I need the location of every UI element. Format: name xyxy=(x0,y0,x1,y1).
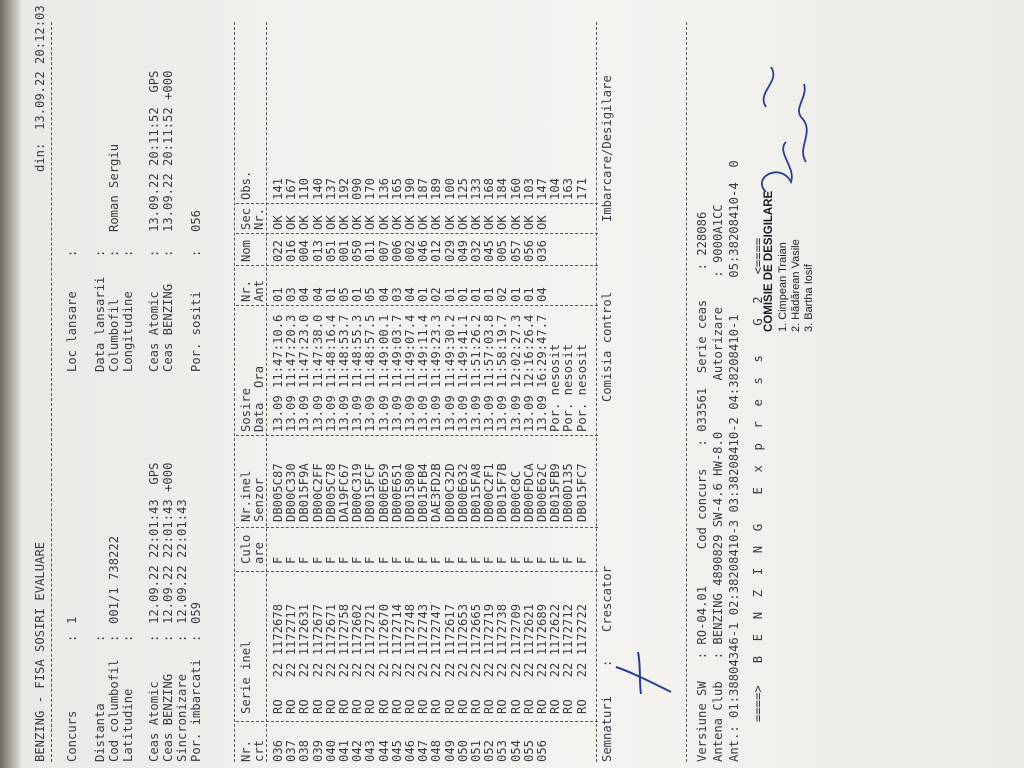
table-cell: 053 xyxy=(495,739,510,762)
table-cell: 13.09 11:47:23.0 xyxy=(297,314,312,432)
table-cell: RO 22 1172712 xyxy=(561,603,576,714)
table-cell: F xyxy=(429,556,444,564)
table-cell: RO 22 1172602 xyxy=(350,603,365,714)
table-cell: 046 xyxy=(416,239,431,262)
table-cell: 04 xyxy=(310,287,325,302)
column-separator xyxy=(236,203,598,204)
table-cell: F xyxy=(442,556,457,564)
table-cell: 041 xyxy=(337,739,351,762)
table-cell: F xyxy=(271,556,285,564)
versiune-line: Versiune SW : RO-04.01 Cod concurs : 033561 Serie ceas : 228086 xyxy=(695,211,709,762)
table-cell: F xyxy=(403,556,417,564)
table-cell: 047 xyxy=(416,739,431,762)
table-cell: F xyxy=(455,556,470,564)
info-label: Concurs xyxy=(65,710,79,762)
table-cell: F xyxy=(469,556,483,564)
table-cell: 13.09 11:48:16.4 xyxy=(323,314,338,432)
table-cell: DB005C87 xyxy=(271,463,285,522)
info-colon: : xyxy=(107,634,121,642)
info-value: 1 xyxy=(65,616,79,624)
table-cell: 13.09 16:29:47.7 xyxy=(535,314,549,432)
info-value: 056 xyxy=(189,209,203,232)
table-cell: 02 xyxy=(429,287,444,302)
table-cell: 050 xyxy=(350,239,365,262)
footer-rule xyxy=(686,22,687,762)
table-cell: 022 xyxy=(271,239,285,262)
table-cell: F xyxy=(389,556,404,564)
table-cell: 01 xyxy=(521,287,536,302)
table-cell: 01 xyxy=(482,287,497,302)
table-cell: 13.09 11:49:23.3 xyxy=(429,314,444,432)
table-cell: RO 22 1172721 xyxy=(363,603,378,714)
table-cell: 04 xyxy=(403,287,417,302)
table-cell: 13.09 11:49:30.2 xyxy=(442,314,457,432)
table-cell: OK xyxy=(429,215,444,230)
divider xyxy=(51,22,52,762)
table-cell: 13.09 11:49:03.7 xyxy=(389,314,404,432)
table-cell: 13.09 11:51:26.2 xyxy=(469,314,483,432)
table-cell: 016 xyxy=(284,239,299,262)
table-cell: OK xyxy=(521,215,536,230)
table-cell: RO 22 1172714 xyxy=(389,603,404,714)
info-colon: : xyxy=(121,249,135,257)
table-cell: 052 xyxy=(482,739,497,762)
table-cell: 168 xyxy=(482,177,497,200)
crescator-signature xyxy=(611,642,681,702)
table-header-cell: Data Ora xyxy=(252,365,266,432)
info-value: 059 xyxy=(189,601,203,624)
stamp-member-1: 1. Cimpean Traian xyxy=(777,242,789,332)
table-cell: 110 xyxy=(297,177,312,200)
table-cell: DAE3FD2B xyxy=(429,463,444,522)
table-cell: OK xyxy=(482,215,497,230)
table-cell: 051 xyxy=(323,239,338,262)
column-separator xyxy=(236,265,598,266)
table-cell: 01 xyxy=(350,287,365,302)
info-value: 13.09.22 20:11:52 +000 xyxy=(161,70,175,232)
table-cell: RO 22 1172678 xyxy=(271,603,285,714)
table-cell: 170 xyxy=(363,177,378,200)
info-label: Ceas Atomic xyxy=(147,681,161,762)
table-cell: RO 22 1172665 xyxy=(469,603,483,714)
evaluation-form xyxy=(26,2,1024,762)
table-header-cell: Obs. xyxy=(239,170,253,200)
table-cell: DB00E62C xyxy=(535,463,549,522)
table-header-cell: Nom xyxy=(239,239,253,262)
table-cell: OK xyxy=(403,215,417,230)
table-cell: 054 xyxy=(508,739,523,762)
table-cell: 192 xyxy=(337,177,351,200)
table-header-cell: Nr.inel xyxy=(239,470,253,522)
table-cell: RO 22 1172670 xyxy=(376,603,391,714)
table-cell: 03 xyxy=(284,287,299,302)
table-cell: F xyxy=(574,556,589,564)
table-cell: OK xyxy=(376,215,391,230)
column-separator xyxy=(236,305,598,306)
column-separator xyxy=(236,571,598,572)
table-header-cell: Sec xyxy=(239,207,253,230)
crescator-label: Crescator xyxy=(600,565,614,632)
table-cell: 051 xyxy=(469,739,483,762)
table-cell: OK xyxy=(284,215,299,230)
table-cell: DB015FB9 xyxy=(548,463,563,522)
column-separator xyxy=(236,527,598,528)
info-colon: : xyxy=(93,634,107,642)
table-cell: 13.09 11:47:10.6 xyxy=(271,314,285,432)
info-value: 12.09.22 22:01:43 xyxy=(175,499,189,624)
table-cell: 133 xyxy=(469,177,483,200)
table-cell: DB015F7B xyxy=(495,463,510,522)
table-cell: OK xyxy=(350,215,365,230)
table-cell: RO 22 1172621 xyxy=(521,603,536,714)
info-label: Cod columbofil xyxy=(107,659,121,762)
table-cell: OK xyxy=(469,215,483,230)
table-cell: 006 xyxy=(389,239,404,262)
table-cell: F xyxy=(323,556,338,564)
table-cell: 13.09 11:47:20.3 xyxy=(284,314,299,432)
table-cell: OK xyxy=(495,215,510,230)
table-cell: 037 xyxy=(284,739,299,762)
table-cell: 137 xyxy=(323,177,338,200)
table-bottom-rule xyxy=(596,22,597,762)
table-cell: 100 xyxy=(442,177,457,200)
info-label: Sincronizare xyxy=(175,673,189,762)
table-cell: DB00E659 xyxy=(376,463,391,522)
table-cell: 055 xyxy=(521,739,536,762)
info-label: Loc lansare xyxy=(65,291,79,372)
table-cell: RO 22 1172631 xyxy=(297,603,312,714)
info-label: Por. imbarcati xyxy=(189,659,203,762)
table-cell: 044 xyxy=(376,739,391,762)
table-cell: F xyxy=(350,556,365,564)
table-cell: 012 xyxy=(429,239,444,262)
table-cell: 01 xyxy=(442,287,457,302)
info-label: Latitudine xyxy=(121,688,135,762)
table-cell: 038 xyxy=(297,739,312,762)
table-cell: 05 xyxy=(363,287,378,302)
info-colon: : xyxy=(121,634,135,642)
table-top-rule xyxy=(234,22,235,762)
table-cell: 13.09 11:49:07.4 xyxy=(403,314,417,432)
table-cell: RO 22 1172719 xyxy=(482,603,497,714)
table-cell: F xyxy=(521,556,536,564)
info-colon: : xyxy=(107,249,121,257)
table-cell: F xyxy=(482,556,497,564)
table-cell: DB015800 xyxy=(403,463,417,522)
table-cell: 13.09 11:47:38.0 xyxy=(310,314,325,432)
info-colon: : xyxy=(189,249,203,257)
info-colon: : xyxy=(175,634,189,642)
table-cell: 043 xyxy=(363,739,378,762)
table-cell: 13.09 11:49:11.4 xyxy=(416,314,431,432)
table-cell: OK xyxy=(389,215,404,230)
table-cell: 190 xyxy=(403,177,417,200)
info-colon: : xyxy=(65,249,79,257)
table-cell: 056 xyxy=(521,239,536,262)
info-colon: : xyxy=(147,634,161,642)
table-cell: DB00C330 xyxy=(284,463,299,522)
table-cell: 011 xyxy=(363,239,378,262)
express-line: ====> B E N Z I N G E x p r e s s G 2 <==== xyxy=(751,237,765,722)
table-cell: 184 xyxy=(495,177,510,200)
table-cell: DB00C2FF xyxy=(310,463,325,522)
table-cell: DB00E632 xyxy=(455,463,470,522)
table-cell: 187 xyxy=(416,177,431,200)
table-cell: RO 22 1172758 xyxy=(337,603,351,714)
table-cell: OK xyxy=(442,215,457,230)
table-cell: 036 xyxy=(535,239,549,262)
table-cell: 036 xyxy=(271,739,285,762)
info-label: Ceas BENZING xyxy=(161,283,175,372)
table-cell: 13.09 11:48:55.3 xyxy=(350,314,365,432)
table-cell: OK xyxy=(323,215,338,230)
table-cell: 050 xyxy=(455,739,470,762)
column-separator xyxy=(236,435,598,436)
table-header-cell: are xyxy=(252,541,266,564)
table-cell: 02 xyxy=(495,287,510,302)
table-cell: 13.09 11:48:53.7 xyxy=(337,314,351,432)
table-cell: 13.09 11:58:19.7 xyxy=(495,314,510,432)
table-header-cell: Culo xyxy=(239,534,253,564)
table-cell: DB00C32D xyxy=(442,463,457,522)
table-header-cell: Nr. xyxy=(252,207,266,230)
table-cell: F xyxy=(376,556,391,564)
stamp-member-3: 3. Bartha Iosif xyxy=(803,264,815,332)
comisia-control-label: Comisia control xyxy=(600,291,614,402)
table-cell: 189 xyxy=(429,177,444,200)
table-header-cell: Sosire xyxy=(239,387,253,432)
table-cell: 01 xyxy=(271,287,285,302)
table-cell: 007 xyxy=(376,239,391,262)
commission-signatures xyxy=(746,52,826,202)
ant-line: Ant.: 01:38804346-1 02:38208410-3 03:38208410-2 04:38208410-1 05:38208410-4 0 xyxy=(727,160,741,762)
table-cell: 13.09 11:49:00.1 xyxy=(376,314,391,432)
table-cell: OK xyxy=(271,215,285,230)
table-cell: DB00C8C xyxy=(508,470,523,522)
table-cell: Por. nesosit xyxy=(548,343,563,432)
table-cell: 01 xyxy=(508,287,523,302)
info-value: 12.09.22 22:01:43 +000 xyxy=(161,462,175,624)
table-cell: 140 xyxy=(310,177,325,200)
table-cell: RO 22 1172677 xyxy=(310,603,325,714)
table-cell: 090 xyxy=(350,177,365,200)
info-colon: : xyxy=(65,634,79,642)
table-cell: F xyxy=(508,556,523,564)
table-header-rule xyxy=(266,22,267,762)
table-cell: RO 22 1172722 xyxy=(574,603,589,714)
table-cell: OK xyxy=(297,215,312,230)
table-cell: 171 xyxy=(574,177,589,200)
table-cell: 049 xyxy=(455,239,470,262)
table-cell: DB00FDCA xyxy=(521,463,536,522)
antena-line: Antena Club : BENZING 4890829 SW-4.6 HW-8.0 Autorizare : 9000A1CC xyxy=(711,204,725,762)
table-cell: 039 xyxy=(310,739,325,762)
table-cell: F xyxy=(495,556,510,564)
info-value: Roman Sergiu xyxy=(107,143,121,232)
info-value: 12.09.22 22:01:43 GPS xyxy=(147,462,161,624)
table-cell: OK xyxy=(337,215,351,230)
table-cell: RO 22 1172743 xyxy=(416,603,431,714)
semnaturi-colon: : xyxy=(600,659,614,667)
table-cell: 040 xyxy=(323,739,338,762)
table-cell: OK xyxy=(416,215,431,230)
table-cell: 002 xyxy=(403,239,417,262)
din-label: din xyxy=(33,149,47,172)
table-cell: 049 xyxy=(442,739,457,762)
info-colon: : xyxy=(161,634,175,642)
table-cell: 032 xyxy=(469,239,483,262)
table-cell: DB015F9A xyxy=(297,463,312,522)
table-cell: Por. nesosit xyxy=(561,343,576,432)
table-cell: 13.09 11:57:03.8 xyxy=(482,314,497,432)
info-label: Data lansarii xyxy=(93,276,107,372)
table-cell: 04 xyxy=(297,287,312,302)
table-cell: 013 xyxy=(310,239,325,262)
table-cell: 141 xyxy=(271,177,285,200)
table-cell: RO 22 1172622 xyxy=(548,603,563,714)
table-cell: DB00C2F1 xyxy=(482,463,497,522)
table-cell: F xyxy=(416,556,431,564)
table-cell: 029 xyxy=(442,239,457,262)
table-cell: RO 22 1172747 xyxy=(429,603,444,714)
table-cell: RO 22 1172717 xyxy=(284,603,299,714)
table-cell: 045 xyxy=(389,739,404,762)
table-cell: OK xyxy=(455,215,470,230)
table-cell: 13.09 12:02:27.3 xyxy=(508,314,523,432)
stamp-title: COMISIE DE DESIGILARE xyxy=(763,190,775,332)
info-value: 13.09.22 20:11:52 GPS xyxy=(147,70,161,232)
info-label: Ceas BENZING xyxy=(161,673,175,762)
table-cell: F xyxy=(548,556,563,564)
table-header-cell: Serie inel xyxy=(239,640,253,714)
table-cell: 167 xyxy=(284,177,299,200)
table-cell: F xyxy=(337,556,351,564)
info-colon: : xyxy=(189,634,203,642)
paper-shadow xyxy=(0,0,22,768)
table-cell: 165 xyxy=(389,177,404,200)
table-cell: F xyxy=(535,556,549,564)
table-cell: RO 22 1172738 xyxy=(495,603,510,714)
table-cell: 05 xyxy=(337,287,351,302)
table-header-cell: Nr. xyxy=(239,279,253,302)
table-cell: 136 xyxy=(376,177,391,200)
table-cell: OK xyxy=(310,215,325,230)
table-cell: 046 xyxy=(403,739,417,762)
info-colon: : xyxy=(93,249,107,257)
table-cell: RO 22 1172689 xyxy=(535,603,549,714)
table-cell: F xyxy=(284,556,299,564)
table-cell: RO 22 1172617 xyxy=(442,603,457,714)
table-cell: 13.09 11:48:57.5 xyxy=(363,314,378,432)
table-cell: DA19FC67 xyxy=(337,463,351,522)
table-cell: 057 xyxy=(508,239,523,262)
info-colon: : xyxy=(161,249,175,257)
table-cell: DB00E651 xyxy=(389,463,404,522)
table-header-cell: Ant xyxy=(252,279,266,302)
table-cell: DB00D135 xyxy=(561,463,576,522)
table-cell: RO 22 1172671 xyxy=(323,603,338,714)
table-cell: 04 xyxy=(535,287,549,302)
table-cell: DB015FA8 xyxy=(469,463,483,522)
table-cell: DB015FCF xyxy=(363,463,378,522)
form-title: BENZING - FISA SOSIRI EVALUARE xyxy=(33,541,47,762)
table-cell: 147 xyxy=(535,177,549,200)
table-cell: 048 xyxy=(429,739,444,762)
table-cell: 04 xyxy=(376,287,391,302)
table-cell: F xyxy=(561,556,576,564)
table-cell: 01 xyxy=(455,287,470,302)
table-cell: 103 xyxy=(521,177,536,200)
table-cell: DB00C319 xyxy=(350,463,365,522)
table-cell: 01 xyxy=(323,287,338,302)
column-separator xyxy=(236,721,598,722)
table-cell: 005 xyxy=(495,239,510,262)
table-cell: 03 xyxy=(389,287,404,302)
table-header-cell: Nr. xyxy=(239,739,253,762)
info-colon: : xyxy=(147,249,161,257)
info-label: Longitudine xyxy=(121,291,135,372)
table-cell: RO 22 1172709 xyxy=(508,603,523,714)
table-cell: DB015FC7 xyxy=(574,463,589,522)
info-label: Distanta xyxy=(93,703,107,762)
table-cell: 001 xyxy=(337,239,351,262)
table-cell: 004 xyxy=(297,239,312,262)
table-cell: 045 xyxy=(482,239,497,262)
stamp-member-2: 2. Hădărean Vasile xyxy=(790,239,802,332)
din-colon: : xyxy=(33,142,47,150)
info-label: Columbofil xyxy=(107,298,121,372)
table-cell: DB015FB4 xyxy=(416,463,431,522)
table-cell: F xyxy=(297,556,312,564)
table-cell: 163 xyxy=(561,177,576,200)
column-separator xyxy=(236,233,598,234)
info-label: Por. sositi xyxy=(189,291,203,372)
table-cell: RO 22 1172653 xyxy=(455,603,470,714)
semnaturi-label: Semnaturi xyxy=(600,695,614,762)
table-cell: 104 xyxy=(548,177,563,200)
table-cell: DB005C78 xyxy=(323,463,338,522)
info-label: Ceas Atomic xyxy=(147,291,161,372)
table-cell: 13.09 12:16:26.4 xyxy=(521,314,536,432)
table-cell: Por. nesosit xyxy=(574,343,589,432)
table-cell: 125 xyxy=(455,177,470,200)
table-cell: F xyxy=(310,556,325,564)
print-datetime: 13.09.22 20:12:03 xyxy=(33,5,47,130)
table-cell: OK xyxy=(508,215,523,230)
table-cell: 056 xyxy=(535,739,549,762)
imbarcare-label: Imbarcare/Desigilare xyxy=(600,75,614,222)
table-cell: 01 xyxy=(469,287,483,302)
table-cell: OK xyxy=(535,215,549,230)
info-value: 001/1 738222 xyxy=(107,535,121,624)
table-cell: F xyxy=(363,556,378,564)
table-cell: RO 22 1172748 xyxy=(403,603,417,714)
table-cell: 13.09 11:49:41.1 xyxy=(455,314,470,432)
table-header-cell: crt xyxy=(252,739,266,762)
table-header-cell: Senzor xyxy=(252,477,266,522)
table-cell: OK xyxy=(363,215,378,230)
table-cell: 160 xyxy=(508,177,523,200)
table-cell: 042 xyxy=(350,739,365,762)
table-cell: 01 xyxy=(416,287,431,302)
